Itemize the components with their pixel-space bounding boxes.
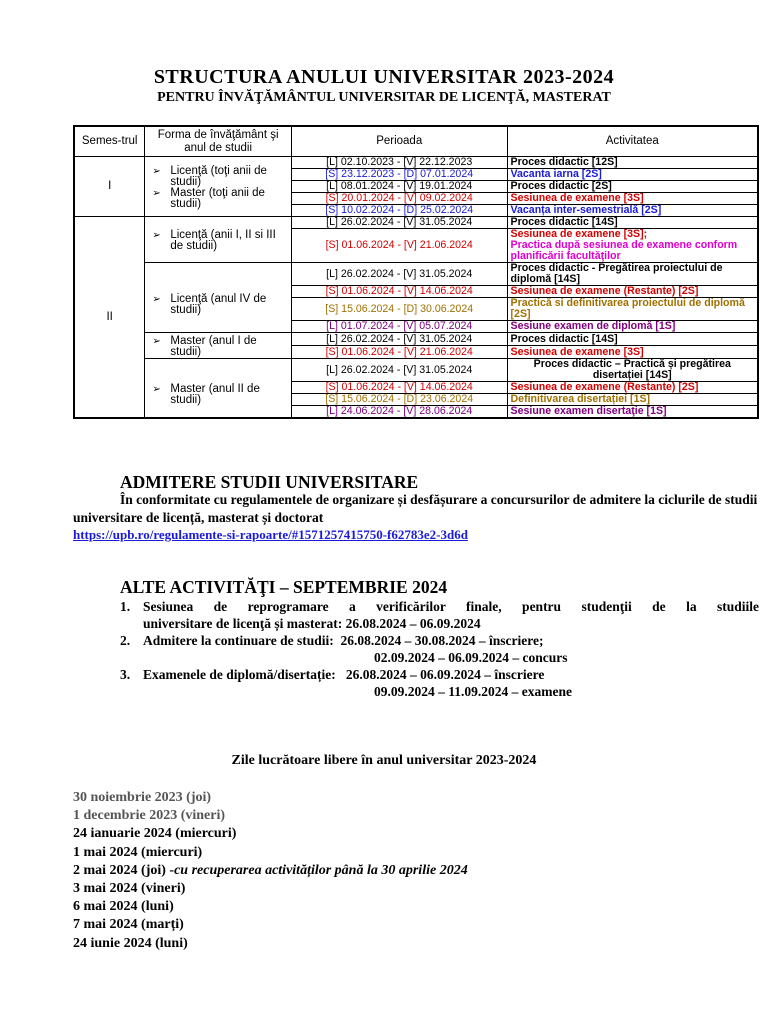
zile-libere-list [73,789,468,953]
activity-cell: Sesiune examen disertaţie [1S] [507,406,758,419]
list-item: 1 decembrie 2023 (vineri) [73,808,226,824]
table-header-row [74,126,758,157]
arrow-bullet-icon: ➢ [152,293,161,305]
column-header-perioada: Perioada [291,126,507,157]
period-cell: [S] 01.06.2024 - [V] 21.06.2024 [291,346,507,359]
list-item: 3. Examenele de diplomă/disertație: 26.08.2024 – 06.09.2024 – înscriere 09.09.2024 – 11.09.2024 – examene [120,667,572,699]
page-title: STRUCTURA ANULUI UNIVERSITAR 2023-2024 [153,66,615,88]
activity-cell: Proces didactic [14S] [507,333,758,346]
activity-cell: Proces didactic [12S] [507,157,758,169]
activity-cell: Sesiunea de examene [3S] [507,193,758,205]
period-cell: [S] 15.06.2024 - [D] 30.06.2024 [291,298,507,321]
activity-cell: Proces didactic [14S] [507,217,758,229]
regulamente-link[interactable]: https://upb.ro/regulamente-si-rapoarte/#1571257415750-f62783e2-3d6d [73,527,468,542]
zile-libere-heading: Zile lucrătoare libere în anul universitar 2023-2024 [231,753,537,768]
column-header-forma: Forma de învăţământ şi anul de studii [145,126,292,157]
arrow-bullet-icon: ➢ [152,230,161,241]
activity-cell: Practică si definitivarea proiectului de diplomă [2S] [507,298,758,321]
period-cell: [S] 01.06.2024 - [V] 21.06.2024 [291,229,507,263]
period-cell: [S] 23.12.2023 - [D] 07.01.2024 [291,169,507,181]
activity-cell: Sesiune examen de diplomă [1S] [507,321,758,333]
list-item: 24 ianuarie 2024 (miercuri) [73,826,237,842]
semester-cell: I [74,157,145,217]
period-cell: [S] 20.01.2024 - [V] 09.02.2024 [291,193,507,205]
arrow-bullet-icon: ➢ [152,188,161,199]
table-row [74,157,758,169]
form-cell: ➢ Master (anul I de studii) [145,333,292,359]
alte-activitati-heading: ALTE ACTIVITĂŢI – SEPTEMBRIE 2024 [120,577,448,597]
activity-cell: Vacanța inter-semestrială [2S] [507,205,758,217]
list-item: 30 noiembrie 2023 (joi) [73,790,212,805]
period-cell: [S] 01.06.2024 - [V] 14.06.2024 [291,286,507,298]
activity-cell: Sesiunea de examene [3S]; Practica după sesiunea de examene conform planificării facultăţilor [507,229,758,263]
list-item: 2. Admitere la continuare de studii: 26.08.2024 – 30.08.2024 – înscriere; 02.09.2024 – 06.09.2024 – concurs [120,633,568,665]
period-cell: [L] 24.06.2024 - [V] 28.06.2024 [291,406,507,419]
period-cell: [S] 10.02.2024 - [D] 25.02.2024 [291,205,507,217]
list-item: 6 mai 2024 (luni) [73,899,174,915]
activity-cell: Sesiunea de examene [3S] [507,346,758,359]
activity-cell: Vacanta iarna [2S] [507,169,758,181]
activity-cell: Proces didactic - Pregătirea proiectului de diplomă [14S] [507,263,758,286]
table-row [74,333,758,346]
activity-cell: Proces didactic – Practică și pregătirea disertației [14S] [507,359,758,382]
column-header-activitatea: Activitatea [507,126,758,157]
page-subtitle: PENTRU ÎNVĂŢĂMÂNTUL UNIVERSITAR DE LICENŢĂ, MASTERAT [157,90,611,105]
admitere-text: În conformitate cu regulamentele de organizare și desfășurare a concursurilor de admitere la ciclurile de studii universitare de licență, masterat și doctorat [73,492,758,525]
period-cell: [L] 01.07.2024 - [V] 05.07.2024 [291,321,507,333]
activity-cell: Sesiunea de examene (Restante) [2S] [507,382,758,394]
table-row [74,359,758,382]
period-cell: [L] 26.02.2024 - [V] 31.05.2024 [291,333,507,346]
semester-cell: II [74,217,145,419]
admitere-heading: ADMITERE STUDII UNIVERSITARE [120,472,419,492]
column-header-semestrul: Semes-trul [74,126,145,157]
list-item: 3 mai 2024 (vineri) [73,881,186,897]
arrow-bullet-icon: ➢ [152,166,161,177]
table-row [74,217,758,229]
list-item: 1. Sesiunea de reprogramare a verificărilor finale, pentru studenţii de la studiile universitare de licenţă și masterat: 26.08.2024 – 06.09.2024 [120,599,759,631]
form-cell: ➢ Licenţă (toţi anii de studii) ➢ Master (toţi anii de studii) [145,157,292,217]
period-cell: [L] 26.02.2024 - [V] 31.05.2024 [291,263,507,286]
activity-cell: Definitivarea disertației [1S] [507,394,758,406]
period-cell: [L] 02.10.2023 - [V] 22.12.2023 [291,157,507,169]
period-cell: [S] 15.06.2024 - [D] 23.06.2024 [291,394,507,406]
activity-cell: Sesiunea de examene (Restante) [2S] [507,286,758,298]
form-cell: ➢ Master (anul II de studii) [145,359,292,419]
activity-cell: Proces didactic [2S] [507,181,758,193]
period-cell: [S] 01.06.2024 - [V] 14.06.2024 [291,382,507,394]
table-row [74,263,758,286]
form-cell: ➢ Licenţă (anii I, II si III de studii) [145,217,292,263]
calendar-table [73,125,759,419]
list-item: 24 iunie 2024 (luni) [73,935,188,951]
list-item: 7 mai 2024 (marți) [73,917,184,933]
form-cell: ➢ Licenţă (anul IV de studii) [145,263,292,333]
list-item: 2 mai 2024 (joi) -cu recuperarea activităților până la 30 aprilie 2024 [73,862,468,878]
period-cell: [L] 26.02.2024 - [V] 31.05.2024 [291,217,507,229]
alte-activitati-list [120,598,759,700]
arrow-bullet-icon: ➢ [152,336,161,347]
period-cell: [L] 08.01.2024 - [V] 19.01.2024 [291,181,507,193]
arrow-bullet-icon: ➢ [152,384,161,395]
period-cell: [L] 26.02.2024 - [V] 31.05.2024 [291,359,507,382]
list-item: 1 mai 2024 (miercuri) [73,844,203,860]
